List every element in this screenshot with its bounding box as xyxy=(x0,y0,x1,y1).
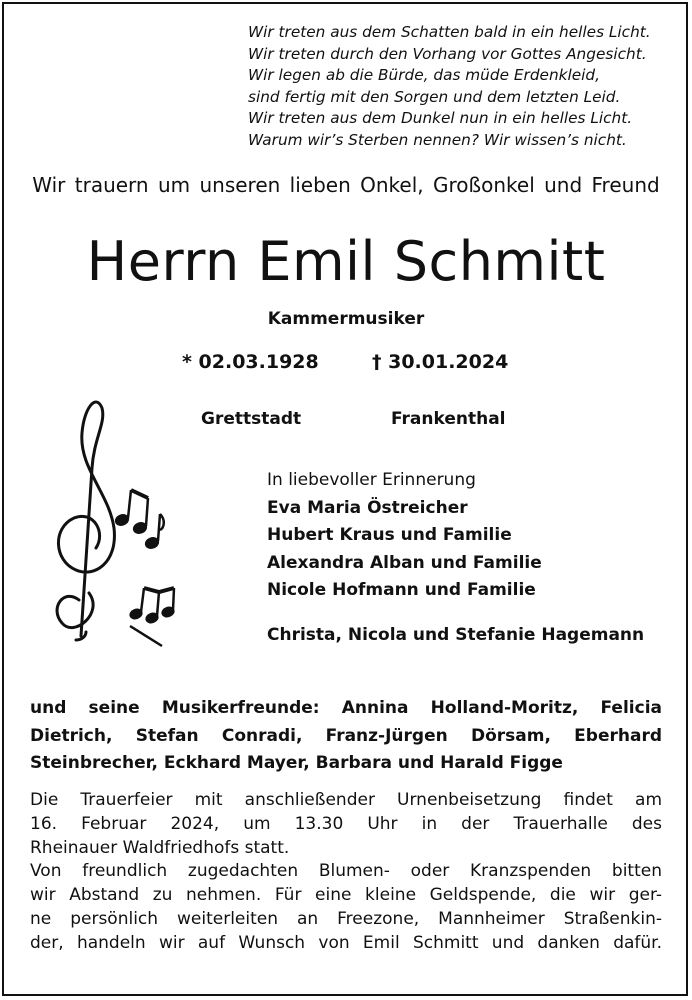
mourner-name: Nicole Hofmann und Familie xyxy=(267,580,536,600)
info-line: der, handeln wir auf Wunsch von Emil Schmitt und danken dafür. xyxy=(30,932,662,953)
info-line: wir Abstand zu nehmen. Für eine kleine Geldspende, die wir ger- xyxy=(30,885,662,906)
mourner-name: Alexandra Alban und Familie xyxy=(267,552,542,573)
ceremony-info xyxy=(30,789,662,956)
musician-friends: und seine Musikerfreunde: Annina Holland-Moritz, Felicia Dietrich, Stefan Conradi, Franz-Jürgen Dörsam, Eberhard Steinbrecher, Eckhard Mayer, Barbara und Harald Figge xyxy=(30,698,662,773)
poem-line: sind fertig mit den Sorgen und dem letzten Leid. xyxy=(248,87,621,106)
poem xyxy=(248,22,668,152)
profession: Kammermusiker xyxy=(267,309,425,329)
treble-clef-with-notes-icon xyxy=(34,378,194,653)
mourners-block xyxy=(267,467,542,605)
poem-line: Warum wir’s Sterben nennen? Wir wissen’s nicht. xyxy=(248,130,627,149)
death-place: Frankenthal xyxy=(391,409,506,429)
info-line: Rheinauer Waldfriedhofs statt. xyxy=(30,837,290,858)
mourner-extra: Christa, Nicola und Stefanie Hagemann xyxy=(267,625,645,645)
poem-line: Wir legen ab die Bürde, das müde Erdenkleid, xyxy=(248,66,600,85)
death-date: † 30.01.2024 xyxy=(372,351,509,373)
mourner-name: Hubert Kraus und Familie xyxy=(267,525,512,545)
intro-text: Wir trauern um unseren lieben Onkel, Großonkel und Freund xyxy=(32,173,660,197)
info-line: ne persönlich weiterleiten an Freezone, Mannheimer Straßenkin- xyxy=(30,908,662,929)
mourners-heading: In liebevoller Erinnerung xyxy=(267,470,476,490)
poem-line: Wir treten aus dem Schatten bald in ein helles Licht. xyxy=(248,23,651,41)
info-line: 16. Februar 2024, um 13.30 Uhr in der Trauerhalle des xyxy=(30,813,662,834)
info-line: Die Trauerfeier mit anschließender Urnenbeisetzung findet am xyxy=(30,790,662,810)
birth-date: * 02.03.1928 xyxy=(182,351,319,373)
poem-line: Wir treten durch den Vorhang vor Gottes Angesicht. xyxy=(248,44,647,63)
poem-line: Wir treten aus dem Dunkel nun in ein helles Licht. xyxy=(248,109,633,128)
mourner-name: Eva Maria Östreicher xyxy=(267,497,468,518)
deceased-name: Herrn Emil Schmitt xyxy=(86,230,606,293)
info-line: Von freundlich zugedachten Blumen- oder Kranzspenden bitten xyxy=(30,861,662,882)
birth-place: Grettstadt xyxy=(201,409,302,429)
